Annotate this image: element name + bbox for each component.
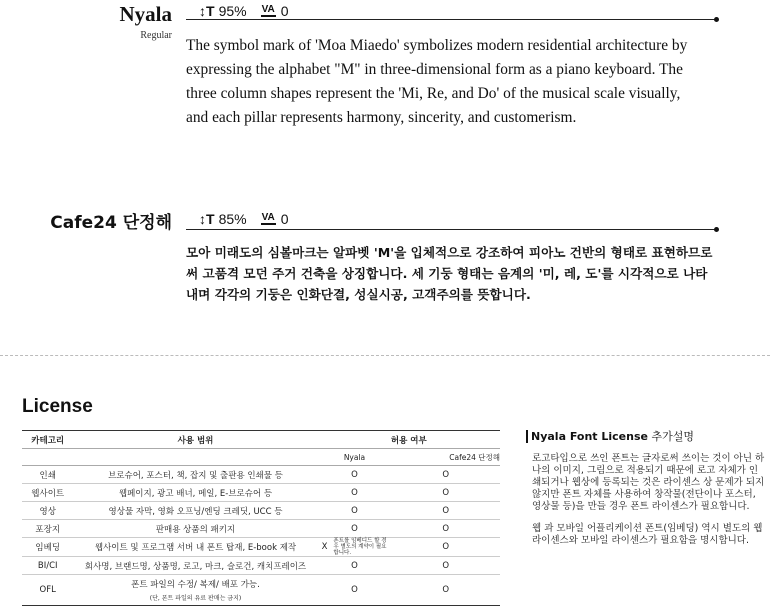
row-category: 포장지 (22, 520, 73, 538)
row-nyala: O (318, 484, 392, 502)
font-meta (199, 3, 289, 19)
table-row (22, 502, 500, 520)
license-table (22, 430, 500, 606)
column-header-category: 카테고리 (22, 431, 73, 449)
row-scope (73, 575, 317, 606)
table-row (22, 484, 500, 502)
divider-line (186, 19, 716, 20)
tracking-value: 0 (280, 211, 289, 227)
tracking-value: 0 (280, 3, 289, 19)
text-size-icon: ↕T (199, 3, 215, 19)
subheader-nyala: Nyala (318, 449, 392, 466)
row-nyala: O (318, 502, 392, 520)
row-scope: 영상물 자막, 영화 오프닝/엔딩 크레딧, UCC 등 (73, 502, 317, 520)
row-scope-subnote: (단, 폰트 파일의 유료 판매는 금지) (149, 595, 242, 602)
table-row (22, 557, 500, 575)
row-category: 영상 (22, 502, 73, 520)
row-nyala: O (318, 520, 392, 538)
row-category: OFL (22, 575, 73, 606)
section-divider (0, 355, 770, 356)
table-row (22, 575, 500, 606)
column-header-scope: 사용 범위 (73, 431, 317, 449)
text-size-icon: ↕T (199, 211, 215, 227)
license-note-paragraph: 웹 과 모바일 어플리케이션 폰트(임베딩) 역시 별도의 웹 라이센스와 모바일 라이센스가 필요함을 명시합니다. (532, 523, 763, 546)
font-name: Nyala (119, 2, 172, 26)
row-scope: 브로슈어, 포스터, 책, 잡지 및 출판용 인쇄물 등 (73, 466, 317, 484)
row-scope: 웹사이트 및 프로그램 서버 내 폰트 탑재, E-book 제작 (73, 538, 317, 557)
row-nyala-note: 폰트를 임베디드 할 경우 별도의 계약이 필요합니다. (333, 538, 387, 556)
row-nyala: O (318, 557, 392, 575)
tracking-icon: VA (261, 212, 275, 223)
row-nyala (318, 538, 392, 557)
table-row (22, 520, 500, 538)
font-size-value: 95% (218, 3, 247, 19)
table-row (22, 466, 500, 484)
row-nyala: O (318, 466, 392, 484)
row-category: BI/CI (22, 557, 73, 575)
table-row (22, 538, 500, 557)
font-name: Cafe24 단정해 (50, 213, 172, 233)
row-nyala: O (318, 575, 392, 606)
row-category: 임베딩 (22, 538, 73, 557)
row-scope-text: 폰트 파일의 수정/ 복제/ 배포 가능. (131, 580, 260, 590)
license-note-title-rest: 추가설명 (647, 430, 694, 443)
row-cafe24: O (391, 575, 500, 606)
row-cafe24: O (391, 520, 500, 538)
sample-text: 모아 미래도의 심볼마크는 알파벳 'M'을 입체적으로 강조하여 피아노 건반의 형태로 표현하므로써 고품격 모던 주거 건축을 상징합니다. 세 기둥 형태는 음계의 '미, 레, 도'를 시각적으로 나타내며 각각의 기둥은 인화단결, 성실시공, 고객주의를 뜻합니다. (186, 245, 713, 302)
font-style: Regular (140, 30, 172, 41)
sample-text: The symbol mark of 'Moa Miaedo' symbolizes modern residential architecture by expressing the alphabet "M" in three-dimensional form as a piano keyboard. The three column shapes represent the 'Mi, Re, and Do' of the musical scale visually, and each pillar represents harmony, sincerity, and customerism. (186, 37, 688, 126)
font-meta (199, 211, 289, 227)
column-header-allowed: 허용 여부 (318, 431, 500, 449)
row-cafe24: O (391, 466, 500, 484)
license-title: License (22, 396, 93, 417)
row-cafe24: O (391, 502, 500, 520)
row-scope: 웹페이지, 광고 배너, 메일, E-브로슈어 등 (73, 484, 317, 502)
row-category: 웹사이트 (22, 484, 73, 502)
row-scope: 회사명, 브랜드명, 상품명, 로고, 마크, 슬로건, 캐치프레이즈 (73, 557, 317, 575)
line-end-dot (714, 227, 719, 232)
divider-line (186, 229, 716, 230)
tracking-icon: VA (261, 4, 275, 15)
license-note-title-bold: Nyala Font License (531, 430, 648, 443)
line-end-dot (714, 17, 719, 22)
row-cafe24: O (391, 538, 500, 557)
license-note (526, 430, 766, 547)
row-scope: 판매용 상품의 패키지 (73, 520, 317, 538)
row-category: 인쇄 (22, 466, 73, 484)
row-nyala-value: X (321, 542, 328, 552)
license-note-paragraph: 로고타입으로 쓰인 폰트는 글자로써 쓰이는 것이 아닌 하나의 이미지, 그림으로 적용되기 때문에 로고 자체가 인쇄되거나 웹상에 등록되는 것은 라이센스 상 문제가 되지 않지만 폰트 자체를 사용하여 창작물(전단이나 포스터, 영상물 등)을 만들 경우 폰트 라이센스가 필요합니다. (532, 453, 765, 512)
subheader-cafe24: Cafe24 단정해 (391, 449, 500, 466)
row-cafe24: O (391, 484, 500, 502)
row-cafe24: O (391, 557, 500, 575)
license-note-title (526, 430, 766, 443)
font-size-value: 85% (218, 211, 247, 227)
